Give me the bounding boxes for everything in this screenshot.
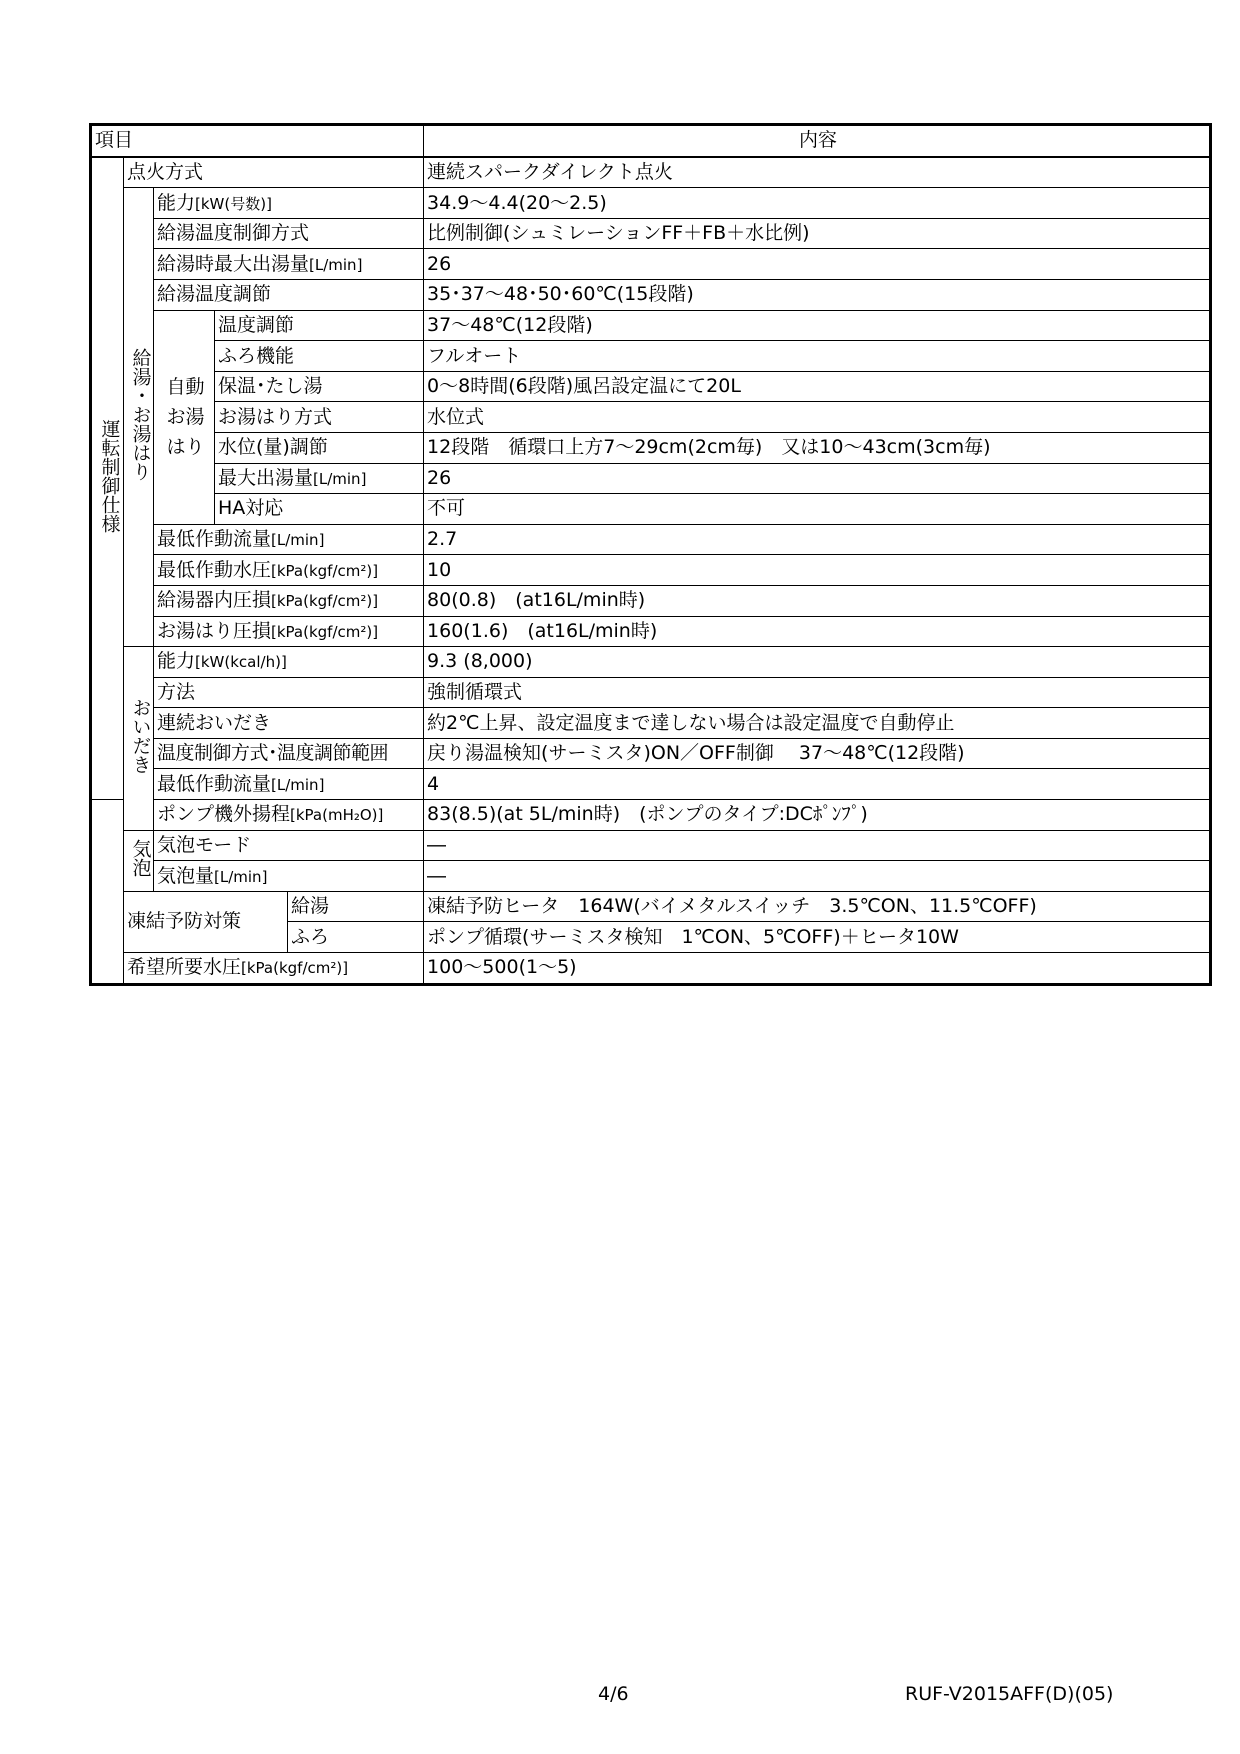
row-value: 9.3 (8,000) bbox=[424, 647, 1211, 678]
row-label: 給湯温度制御方式 bbox=[154, 218, 424, 249]
row-label: 方法 bbox=[154, 677, 424, 708]
table-row bbox=[91, 708, 1211, 739]
row-label: ふろ機能 bbox=[215, 341, 424, 372]
page-number: 4/6 bbox=[598, 1683, 629, 1705]
table-row bbox=[91, 861, 1211, 892]
table-row bbox=[91, 341, 1211, 372]
table-row bbox=[91, 371, 1211, 402]
table-row bbox=[91, 249, 1211, 280]
bubble-label: 気泡 bbox=[124, 830, 154, 891]
row-value: 戻り湯温検知(サーミスタ)ON／OFF制御 37～48℃(12段階) bbox=[424, 738, 1211, 769]
row-label: 能力[kW(号数)] bbox=[154, 188, 424, 219]
row-label: 給湯器内圧損[kPa(kgf/cm²)] bbox=[154, 585, 424, 616]
row-value: 83(8.5)(at 5L/min時) (ポンプのタイプ:DCﾎﾟﾝﾌﾟ) bbox=[424, 800, 1211, 831]
row-label: 給湯 bbox=[288, 891, 424, 922]
hot-water-bath-label: 給湯・お湯はり bbox=[124, 188, 154, 647]
table-row bbox=[91, 310, 1211, 341]
row-label: 給湯時最大出湯量[L/min] bbox=[154, 249, 424, 280]
row-value: 0～8時間(6段階)風呂設定温にて20L bbox=[424, 371, 1211, 402]
row-label: 連続おいだき bbox=[154, 708, 424, 739]
row-label: 気泡量[L/min] bbox=[154, 861, 424, 892]
reheat-label: おいだき bbox=[124, 647, 154, 831]
table-row bbox=[91, 769, 1211, 800]
table-row bbox=[91, 800, 1211, 831]
row-value: 強制循環式 bbox=[424, 677, 1211, 708]
row-value: 100～500(1～5) bbox=[424, 953, 1211, 985]
auto-fill-label: 自動お湯はり bbox=[154, 310, 215, 524]
row-label: HA対応 bbox=[215, 494, 424, 525]
table-row bbox=[91, 463, 1211, 494]
row-value: ― bbox=[424, 861, 1211, 892]
header-item: 項目 bbox=[91, 125, 424, 157]
row-label: ポンプ機外揚程[kPa(mH₂O)] bbox=[154, 800, 424, 831]
row-label: ふろ bbox=[288, 922, 424, 953]
row-value: 2.7 bbox=[424, 524, 1211, 555]
row-value: 4 bbox=[424, 769, 1211, 800]
row-value: 10 bbox=[424, 555, 1211, 586]
row-value: フルオート bbox=[424, 341, 1211, 372]
row-label: 希望所要水圧[kPa(kgf/cm²)] bbox=[124, 953, 424, 985]
table-row bbox=[91, 188, 1211, 219]
row-label: 点火方式 bbox=[124, 157, 424, 188]
row-label: 温度制御方式･温度調節範囲 bbox=[154, 738, 424, 769]
row-value: 比例制御(シュミレーションFF＋FB＋水比例) bbox=[424, 218, 1211, 249]
row-label: 水位(量)調節 bbox=[215, 432, 424, 463]
row-label: 最低作動流量[L/min] bbox=[154, 524, 424, 555]
row-label: 保温･たし湯 bbox=[215, 371, 424, 402]
table-row bbox=[91, 524, 1211, 555]
row-value: ― bbox=[424, 830, 1211, 861]
freeze-protection-label: 凍結予防対策 bbox=[124, 891, 288, 952]
row-label: 温度調節 bbox=[215, 310, 424, 341]
row-value: 34.9～4.4(20～2.5) bbox=[424, 188, 1211, 219]
blank-cell bbox=[91, 800, 124, 831]
row-label: 最低作動水圧[kPa(kgf/cm²)] bbox=[154, 555, 424, 586]
table-row bbox=[91, 616, 1211, 647]
table-row bbox=[91, 218, 1211, 249]
row-label: 能力[kW(kcal/h)] bbox=[154, 647, 424, 678]
table-row bbox=[91, 738, 1211, 769]
table-row bbox=[91, 953, 1211, 985]
blank-cell bbox=[91, 830, 124, 984]
document-id: RUF-V2015AFF(D)(05) bbox=[905, 1683, 1114, 1705]
table-row bbox=[91, 677, 1211, 708]
row-value: ポンプ循環(サーミスタ検知 1℃ON、5℃OFF)＋ヒータ10W bbox=[424, 922, 1211, 953]
row-label: 給湯温度調節 bbox=[154, 279, 424, 310]
row-label: お湯はり方式 bbox=[215, 402, 424, 433]
row-value: 凍結予防ヒータ 164W(バイメタルスイッチ 3.5℃ON、11.5℃OFF) bbox=[424, 891, 1211, 922]
operation-control-label: 運転制御仕様 bbox=[91, 157, 124, 800]
table-header-row bbox=[91, 125, 1211, 157]
table-row bbox=[91, 432, 1211, 463]
header-content: 内容 bbox=[424, 125, 1211, 157]
table-row bbox=[91, 585, 1211, 616]
row-value: 37～48℃(12段階) bbox=[424, 310, 1211, 341]
row-label: お湯はり圧損[kPa(kgf/cm²)] bbox=[154, 616, 424, 647]
table-row bbox=[91, 891, 1211, 922]
row-value: 26 bbox=[424, 249, 1211, 280]
row-value: 160(1.6) (at16L/min時) bbox=[424, 616, 1211, 647]
row-label: 最大出湯量[L/min] bbox=[215, 463, 424, 494]
row-label: 気泡モード bbox=[154, 830, 424, 861]
table-row bbox=[91, 157, 1211, 188]
row-value: 12段階 循環口上方7～29cm(2cm毎) 又は10～43cm(3cm毎) bbox=[424, 432, 1211, 463]
table-row bbox=[91, 830, 1211, 861]
table-row bbox=[91, 494, 1211, 525]
table-row bbox=[91, 555, 1211, 586]
table-row bbox=[91, 402, 1211, 433]
row-value: 35･37～48･50･60℃(15段階) bbox=[424, 279, 1211, 310]
table-row bbox=[91, 279, 1211, 310]
row-value: 連続スパークダイレクト点火 bbox=[424, 157, 1211, 188]
row-value: 26 bbox=[424, 463, 1211, 494]
table-row bbox=[91, 647, 1211, 678]
row-value: 水位式 bbox=[424, 402, 1211, 433]
row-value: 不可 bbox=[424, 494, 1211, 525]
row-value: 約2℃上昇、設定温度まで達しない場合は設定温度で自動停止 bbox=[424, 708, 1211, 739]
row-label: 最低作動流量[L/min] bbox=[154, 769, 424, 800]
spec-table bbox=[89, 123, 1212, 986]
row-value: 80(0.8) (at16L/min時) bbox=[424, 585, 1211, 616]
